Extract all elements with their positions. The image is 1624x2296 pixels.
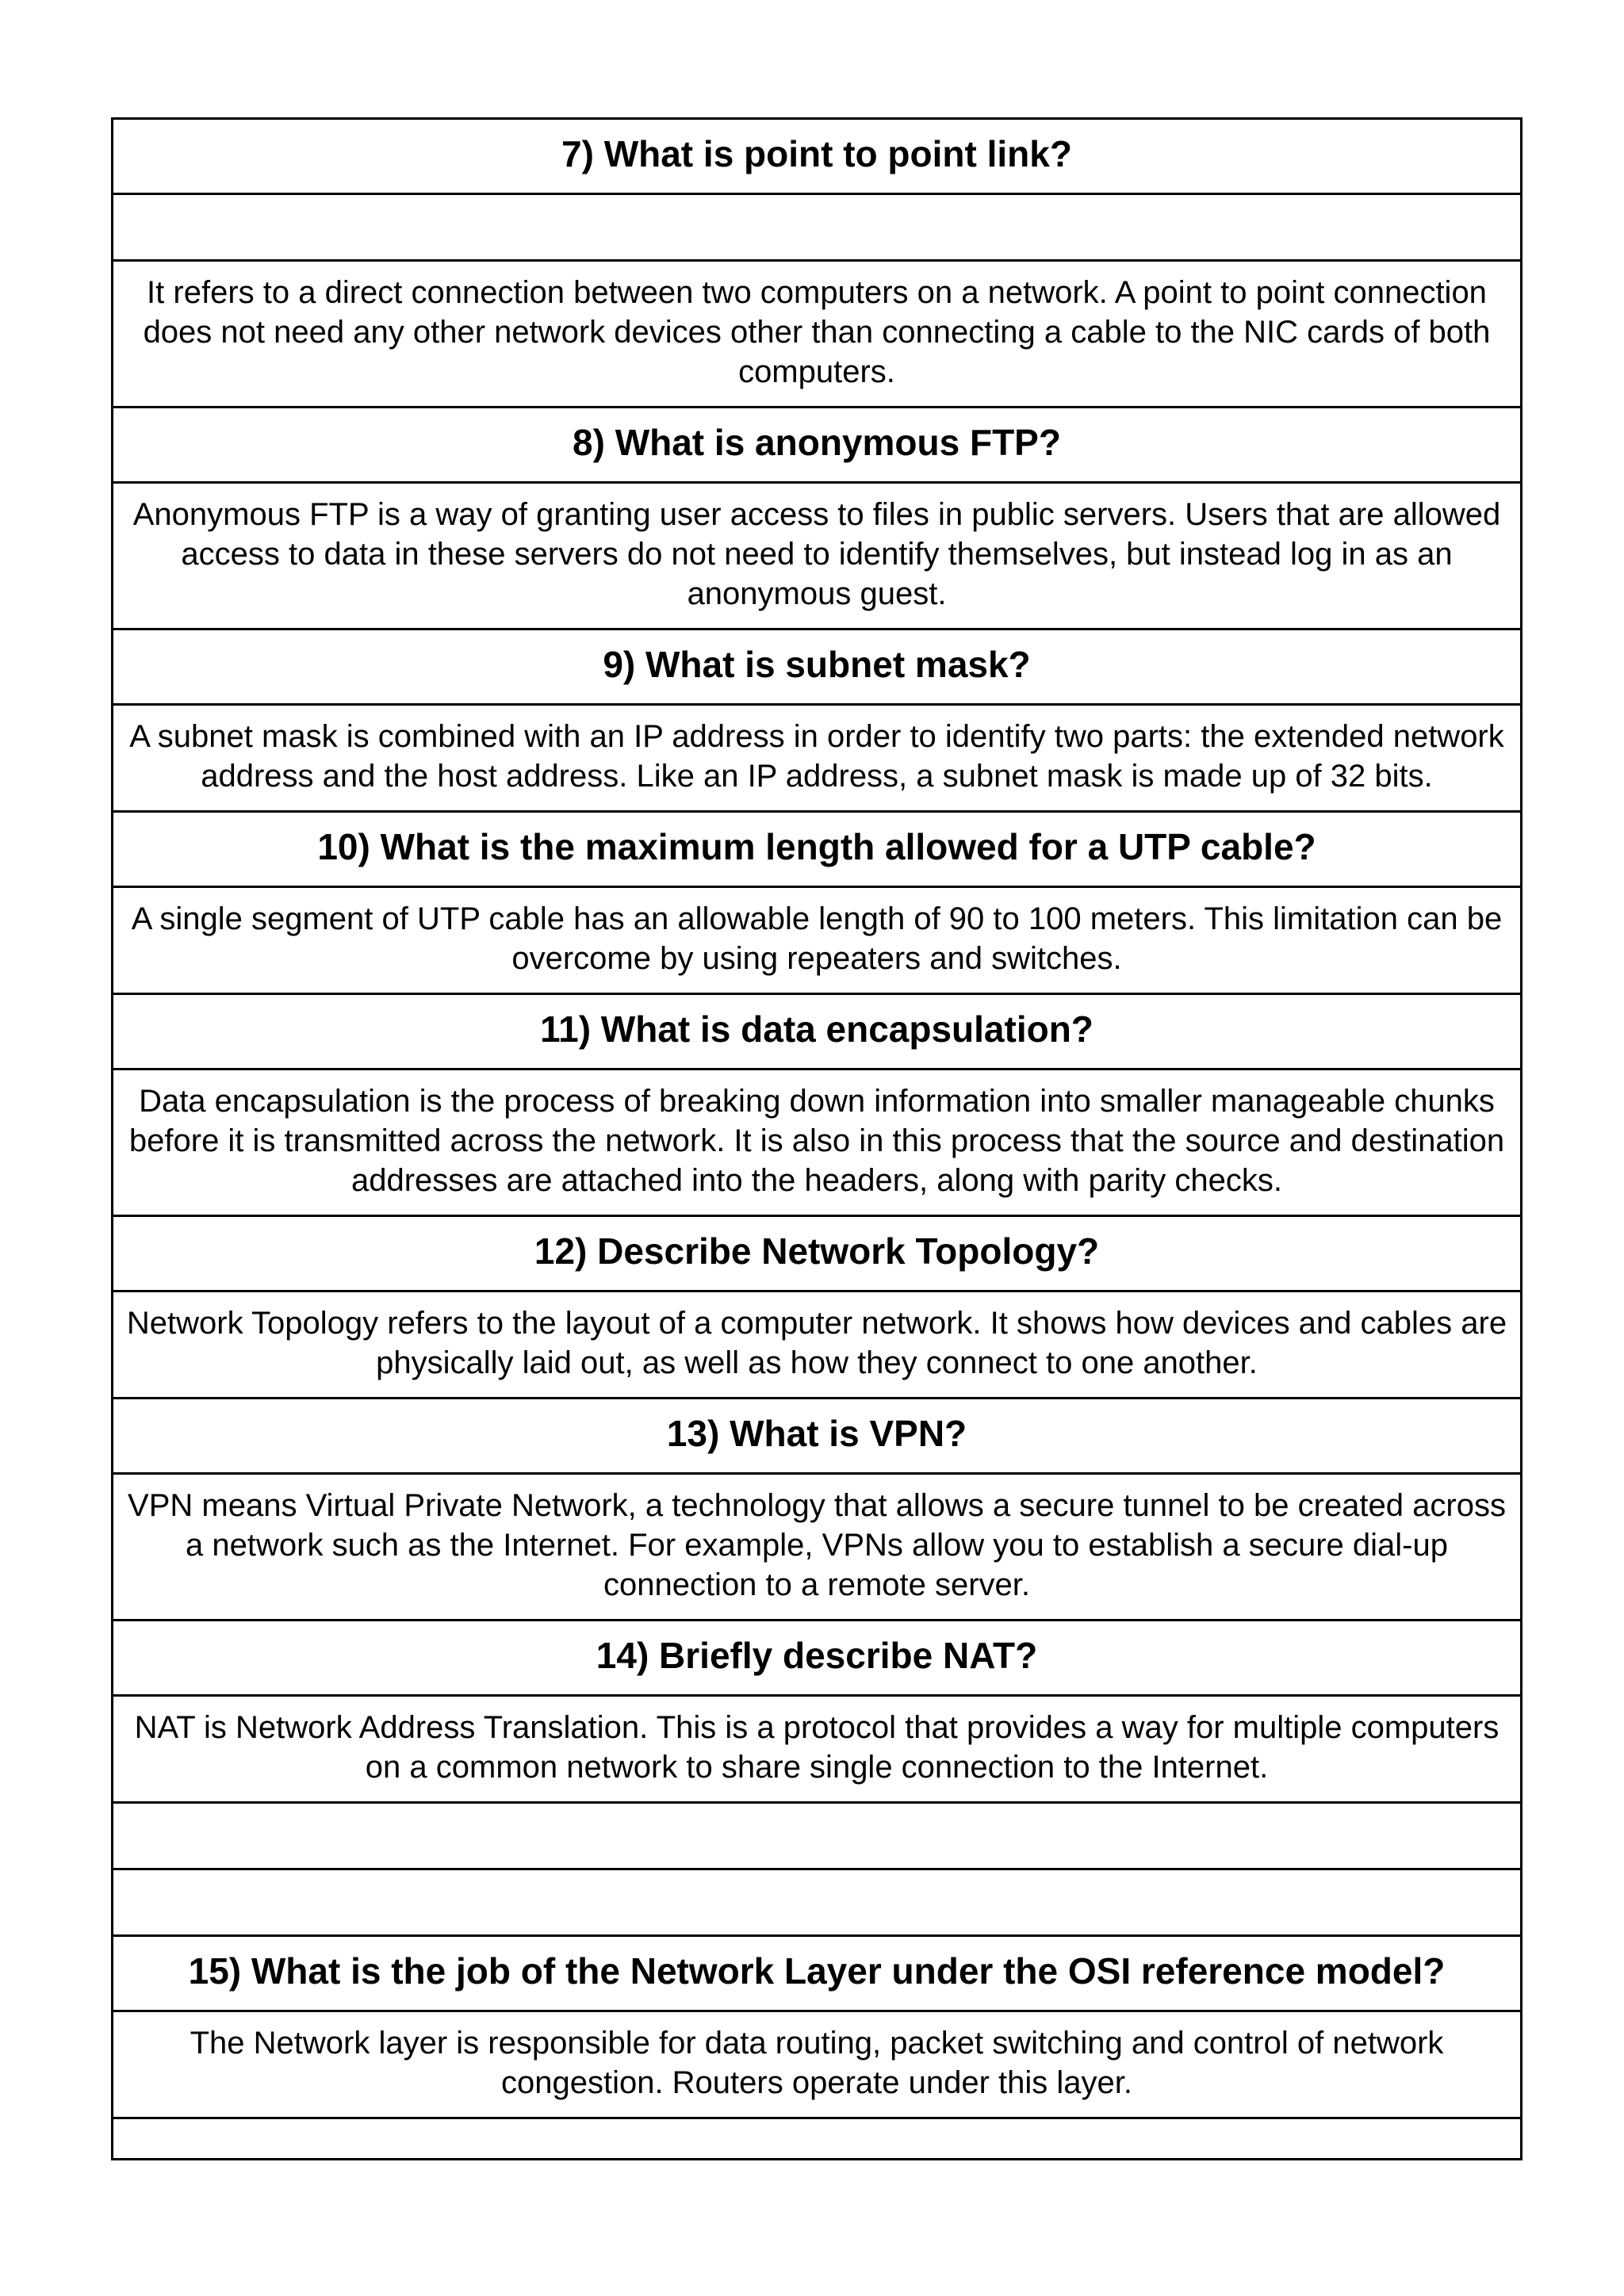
answer-10: A single segment of UTP cable has an allowable length of 90 to 100 meters. This limitation can be overcome by using repeaters and switches. [113,887,1522,994]
question-11: 11) What is data encapsulation? [113,994,1522,1070]
answer-14: NAT is Network Address Translation. This is a protocol that provides a way for multiple computers on a common network to share single connection to the Internet. [113,1696,1522,1803]
blank-row [113,194,1522,261]
answer-12: Network Topology refers to the layout of a computer network. It shows how devices and cables are physically laid out, as well as how they connect to one another. [113,1292,1522,1399]
question-row [113,629,1522,705]
blank-row [113,2118,1522,2160]
blank-row [113,1803,1522,1869]
answer-row [113,1696,1522,1803]
blank-cell [113,1869,1522,1936]
answer-13: VPN means Virtual Private Network, a technology that allows a secure tunnel to be created across a network such as the Internet. For example, VPNs allow you to establish a secure dial-up connection to a remote server. [113,1474,1522,1621]
answer-row [113,2011,1522,2118]
answer-row [113,705,1522,812]
question-9: 9) What is subnet mask? [113,629,1522,705]
blank-cell [113,1803,1522,1869]
question-13: 13) What is VPN? [113,1399,1522,1474]
question-8: 8) What is anonymous FTP? [113,408,1522,483]
answer-7: It refers to a direct connection between two computers on a network. A point to point connection does not need any other network devices other than connecting a cable to the NIC cards of both computers. [113,261,1522,408]
answer-row [113,1474,1522,1621]
answer-row [113,887,1522,994]
question-row [113,1216,1522,1292]
question-row [113,408,1522,483]
answer-8: Anonymous FTP is a way of granting user access to files in public servers. Users that are allowed access to data in these servers do not need to identify themselves, but instead log in as an anonymous guest. [113,483,1522,629]
blank-cell [113,194,1522,261]
question-15: 15) What is the job of the Network Layer under the OSI reference model? [113,1936,1522,2011]
blank-cell [113,2118,1522,2160]
qa-table [111,117,1522,2160]
question-7: 7) What is point to point link? [113,119,1522,194]
question-row [113,1399,1522,1474]
answer-row [113,1070,1522,1216]
question-12: 12) Describe Network Topology? [113,1216,1522,1292]
question-row [113,994,1522,1070]
blank-row [113,1869,1522,1936]
answer-row [113,1292,1522,1399]
question-row [113,812,1522,887]
question-14: 14) Briefly describe NAT? [113,1621,1522,1696]
question-row [113,1621,1522,1696]
question-row [113,119,1522,194]
answer-11: Data encapsulation is the process of breaking down information into smaller manageable chunks before it is transmitted across the network. It is also in this process that the source and destination addresses are attached into the headers, along with parity checks. [113,1070,1522,1216]
answer-row [113,483,1522,629]
answer-9: A subnet mask is combined with an IP address in order to identify two parts: the extended network address and the host address. Like an IP address, a subnet mask is made up of 32 bits. [113,705,1522,812]
question-10: 10) What is the maximum length allowed for a UTP cable? [113,812,1522,887]
question-row [113,1936,1522,2011]
answer-row [113,261,1522,408]
answer-15: The Network layer is responsible for data routing, packet switching and control of network congestion. Routers operate under this layer. [113,2011,1522,2118]
